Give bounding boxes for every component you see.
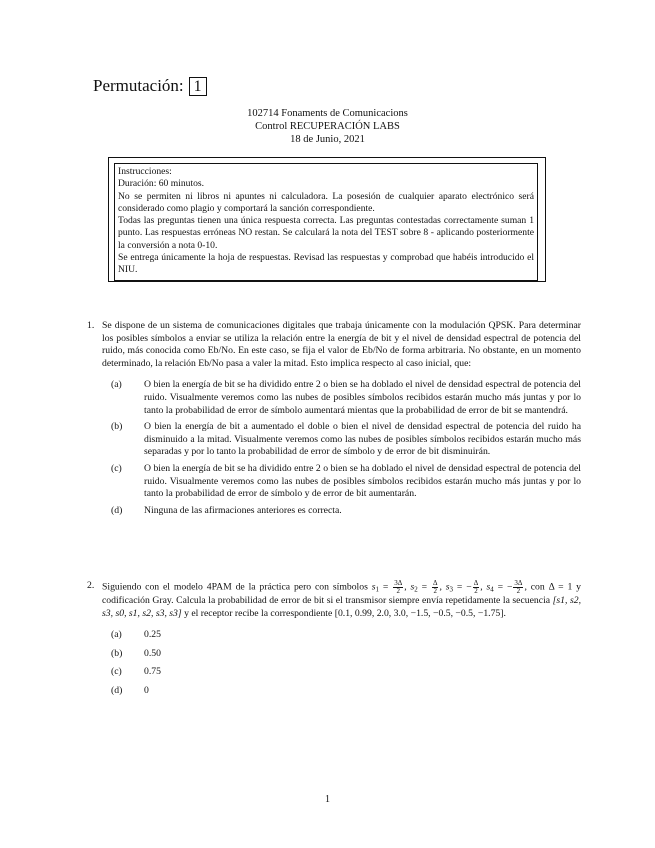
- option-letter: (b): [111, 647, 123, 659]
- option-text: 0.25: [144, 629, 161, 641]
- option-text: 0.50: [144, 647, 161, 659]
- course-title: 102714 Fonaments de Comunicacions: [247, 108, 408, 119]
- option-a[interactable]: [102, 379, 581, 417]
- instructions-duration: Duración: 60 minutos.: [118, 178, 205, 190]
- option-d[interactable]: [102, 505, 581, 518]
- option-letter: (d): [111, 504, 123, 516]
- option-a[interactable]: [102, 629, 581, 642]
- instructions-box: [108, 157, 546, 282]
- exam-date: 18 de Junio, 2021: [290, 134, 365, 145]
- fraction: $\frac{\Delta}{2}$: [432, 579, 438, 595]
- instructions-materials: No se permiten ni libros ni apuntes ni calculadora. La posesión de cualquier aparato electrónico será considerado como plagio y comportará la sanción correspondiente.: [118, 190, 534, 214]
- page-number: 1: [325, 794, 330, 805]
- option-d[interactable]: [102, 685, 581, 698]
- option-c[interactable]: [102, 463, 581, 501]
- option-text: O bien la energía de bit se ha dividido entre 2 o bien se ha doblado el nivel de densidad espectral de potencia del ruido. Visualmente veremos como las nubes de posibles símbolos recibidos estarán mucho más juntas y por lo tanto la probabilidad de error de símbolo aumentará mientas que la probabilidad de error de bit se mantendrá.: [144, 379, 581, 416]
- exam-title: Control RECUPERACIÓN LABS: [255, 121, 400, 132]
- question-text: Se dispone de un sistema de comunicaciones digitales que trabaja únicamente con la modulación QPSK. Para determinar los posibles símbolos a enviar se utiliza la relación entre la energía de bit y el nivel de densidad espectral de potencia del ruido, más conocida como Eb/No. En este caso, se fija el valor de Eb/No de forma arbitraria. No obstante, en un momento determinado, la relación Eb/No pasa a valer la mitad. Esto implica respecto al caso inicial, que:: [102, 320, 581, 369]
- fraction: $\frac{3\Delta}{2}$: [394, 579, 403, 595]
- question-number: 1.: [87, 320, 95, 331]
- option-letter: (c): [111, 666, 122, 678]
- option-letter: (d): [111, 684, 123, 696]
- permutation-number: 1: [189, 77, 207, 96]
- option-b[interactable]: [102, 421, 581, 459]
- exam-header: [0, 107, 655, 146]
- fraction: $\frac{\Delta}{2}$: [473, 579, 479, 595]
- permutation-label: Permutación:: [93, 76, 184, 95]
- option-text: O bien la energía de bit se ha dividido entre 2 o bien se ha doblado el nivel de densidad espectral de potencia del ruido. Visualmente veremos como las nubes de posibles símbolos recibidos estarán mucho más juntas y por lo tanto la probabilidad de error de símbolo y de error de bit aumentarán.: [144, 462, 581, 500]
- option-text: Ninguna de las afirmaciones anteriores es correcta.: [144, 504, 342, 516]
- question-1: [87, 320, 581, 517]
- instructions-submission: Se entrega únicamente la hoja de respuestas. Revisad las respuestas y comprobad que habéis introducido el NIU.: [118, 252, 534, 276]
- question-text: Siguiendo con el modelo 4PAM de la práctica pero con símbolos $s_1$ = $\frac{3\Delta}{2}$ , $s_2$ = $\frac{\Delta}{2}$ , $s_3$ = − $\frac{\Delta}{2}$ , $s_4$ = − $\frac{3\Delta}{2}$ , con Δ = 1 y codificación Gray. Calcula la probabilidad de error de bit si el transmisor siempre envía repetidamente la secuencia [s1, s2, s3, s0, s1, s2, s3, s3] y el receptor recibe la correspondiente [0.1, 0.99, 2.0, 3.0, −1.5, −0.5, −0.5, −1.75].: [102, 579, 581, 619]
- question-2: [87, 580, 581, 698]
- option-c[interactable]: [102, 666, 581, 679]
- option-text: 0.75: [144, 666, 161, 678]
- option-b[interactable]: [102, 648, 581, 661]
- option-text: 0: [144, 684, 149, 696]
- option-letter: (c): [111, 462, 122, 474]
- option-letter: (b): [111, 421, 123, 433]
- instructions-title: Instrucciones:: [118, 166, 172, 177]
- fraction: $\frac{3\Delta}{2}$: [514, 579, 523, 595]
- option-letter: (a): [111, 379, 122, 391]
- question-number: 2.: [87, 580, 95, 591]
- option-letter: (a): [111, 629, 122, 641]
- option-text: O bien la energía de bit a aumentado el doble o bien el nivel de densidad espectral de potencia del ruido ha disminuido a la mitad. Visualmente veremos como las nubes de posibles símbolos recibidos estarán mucho más separadas y por lo tanto la probabilidad de error de símbolo y de error de bit disminuirán.: [144, 421, 581, 458]
- permutation-header: [93, 76, 207, 96]
- instructions-inner: [114, 163, 538, 281]
- instructions-scoring: Todas las preguntas tienen una única respuesta correcta. Las preguntas contestadas correctamente suman 1 punto. Las respuestas erróneas NO restan. Se calculará la nota del TEST sobre 8 - aplicando posteriormente la conversión a nota 0-10.: [118, 215, 534, 251]
